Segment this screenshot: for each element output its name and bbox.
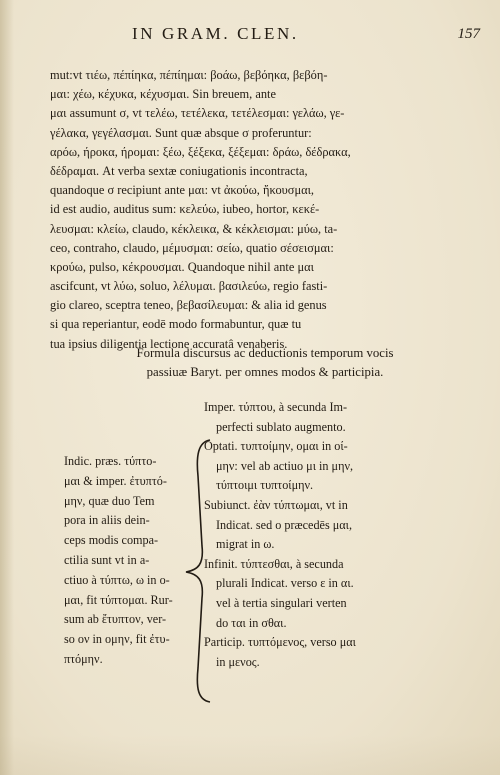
text-line: ascifcunt, vt λύω, soluo, λέλυμαι. βασιλεύω, regio fasti- [50,279,328,294]
right-column-line: Optati. τυπτοίμην, ομαι in οί- [204,439,348,454]
section-title [50,344,480,382]
left-column-line: so ον in ομην, fit ἐτυ- [64,632,170,647]
left-column-line: ceps modis compa- [64,533,159,548]
section-title-line: passiuæ Baryt. per omnes modos & participia. [146,365,384,379]
left-column-line: μην, quæ duo Tem [64,493,155,508]
left-column-line: ctiuo à τύπτω, ω in ο- [64,572,170,587]
text-line: quandoque σ recipiunt ante μαι: vt ἀκούω, ἤκουσμαι, [50,183,315,198]
text-line: mut:vt τιέω, πέπίηκα, πέπίημαι: βοάω, βεβόηκα, βεβόη- [50,68,328,82]
page-number: 157 [457,26,480,42]
right-column-line: vel à tertia singulari verten [216,595,347,610]
right-column-line: τύπτοιμι τυπτοίμην. [216,478,314,493]
text-line: λευσμαι: κλείω, claudo, κέκλεικα, & κέκλεισμαι: μύω, ta- [50,221,338,236]
right-column-line: μην: vel ab actiuo μι in μην, [216,458,354,473]
right-column-line: migrat in ω. [216,537,275,552]
text-line: γέλακα, γεγέλασμαι. Sunt quæ absque σ proferuntur: [50,125,312,140]
left-column-note [64,452,192,670]
right-column-line: Infinit. τύπτεσθαι, à secunda [204,556,344,571]
text-line: αρόω, ήροκα, ήρομαι: ξέω, ξέξεκα, ξέξεμαι: δράω, δέδρακα, [50,144,351,159]
text-line: gio clareo, sceptra teneo, βεβασίλευμαι: & alia id genus [50,298,327,313]
text-line: si qua reperiantur, eodē modo formabuntur, quæ tu [50,317,302,332]
left-column-line: ctilia sunt vt in a- [64,552,150,567]
body-paragraph [50,66,480,354]
page-edge-shading [0,735,500,775]
right-column-line: plurali Indicat. verso ε in αι. [216,576,354,591]
right-column-line: do ται in σθαι. [216,615,287,630]
page-gutter-shadow [0,0,14,775]
text-line: δέδραμαι. At verba sextæ coniugationis incontracta, [50,163,308,178]
text-line: μαι assumunt σ, vt τελέω, τετέλεκα, τετέλεσμαι: γελάω, γε- [50,106,345,121]
section-title-line: Formula discursus ac deductionis temporum vocis [136,346,394,360]
text-line: ceo, contraho, claudo, μέμυσμαι: σείω, quatio σέσεισμαι: [50,240,334,255]
right-column-line: Indicat. sed ο præcedēs μαι, [216,517,353,532]
page-header [50,18,480,48]
right-column-line: Subiunct. ἐὰν τύπτωμαι, vt in [204,497,348,512]
text-line: id est audio, auditus sum: κελεύω, iubeo, hortor, κεκέ- [50,202,320,217]
right-column-line: Particip. τυπτόμενος, verso μαι [204,635,356,650]
right-column-line: perfecti sublato augmento. [216,419,346,434]
running-head: IN GRAM. CLEN. [132,24,299,43]
left-column-line: pora in aliis dein- [64,513,150,528]
text-line: tua ipsius diligentia lectione accuratâ venaberis. [50,336,288,351]
left-column-line: μαι, fit τύπτομαι. Rur- [64,592,173,607]
left-column-line: μαι & imper. ἐτυπτό- [64,473,167,488]
left-column-line: πτόμην. [64,651,103,666]
left-column-line: Indic. præs. τύπτο- [64,454,157,468]
text-line: κρούω, pulso, κέκρουσμαι. Quandoque nihil ante μαι [50,259,314,274]
right-column-line: Imper. τύπτου, à secunda Im- [204,400,348,414]
right-column-line: in μενος. [216,654,260,669]
text-line: μαι: χέω, κέχυκα, κέχυσμαι. Sin breuem, ante [50,87,277,102]
right-column-formulae [204,398,484,672]
left-column-line: sum ab ἔτυπτον, ver- [64,612,167,627]
